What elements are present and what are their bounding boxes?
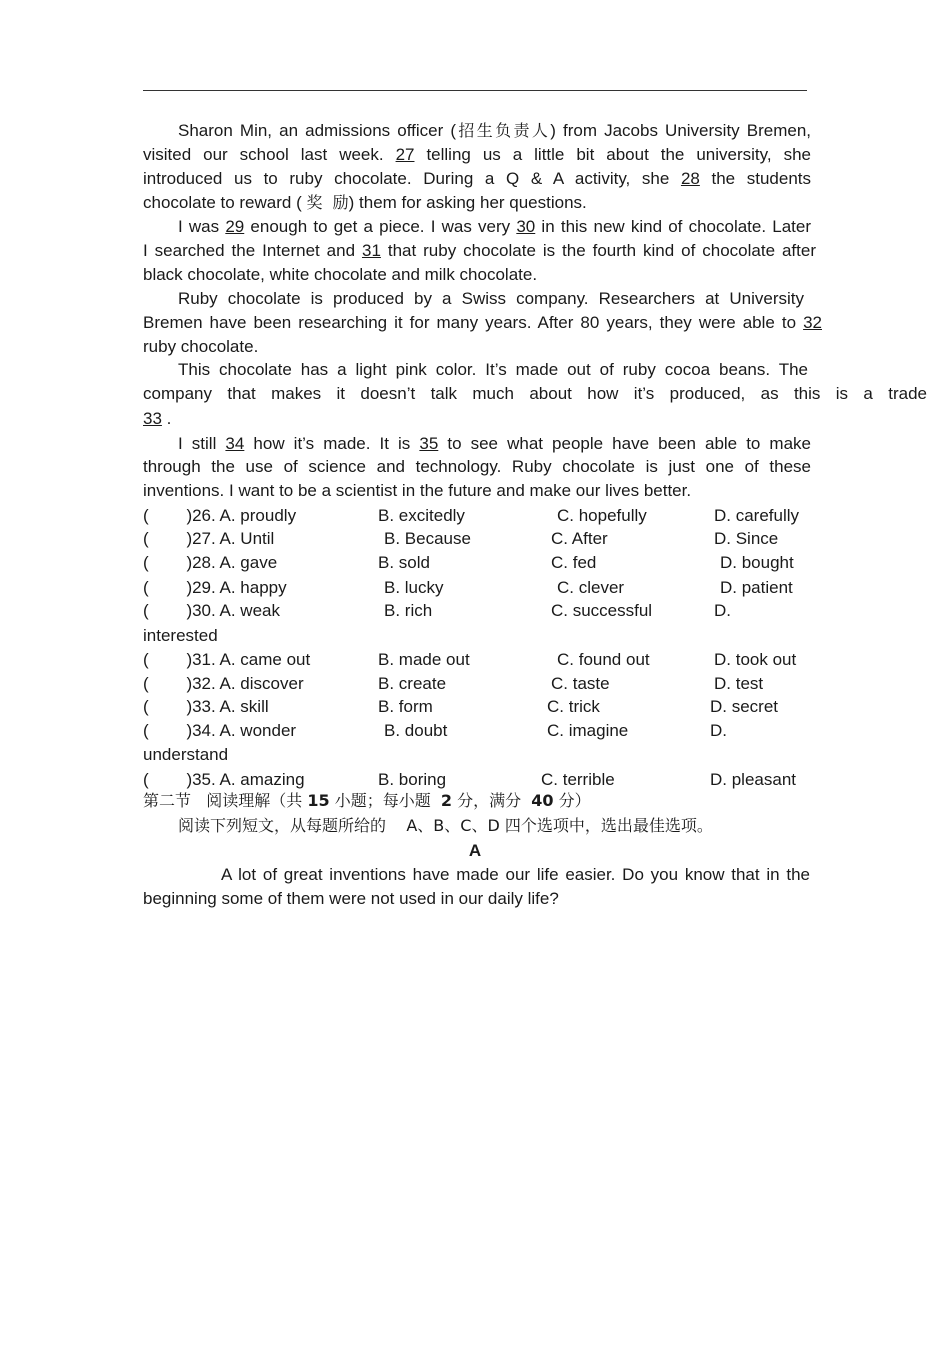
- reading-intro-line: beginning some of them were not used in our daily life?: [143, 889, 559, 908]
- option-b: B. lucky: [384, 578, 444, 597]
- option-d: D. took out: [714, 650, 797, 669]
- blank-29: 29: [225, 217, 245, 236]
- blank-35: 35: [419, 434, 439, 453]
- question-number-option-a: ( )31. A. came out: [143, 650, 311, 669]
- option-d: D. bought: [720, 553, 794, 572]
- blank-31: 31: [361, 241, 381, 260]
- passage-line: 33 .: [143, 409, 172, 428]
- option-b: B. excitedly: [378, 506, 465, 525]
- option-c: C. found out: [557, 650, 650, 669]
- passage-line: I was 29 enough to get a piece. I was very 30 in this new kind of chocolate. Later: [178, 217, 812, 236]
- section-instruction: 阅读下列短文，从每题所给的 A、B、C、D 四个选项中，选出最佳选项。: [178, 816, 713, 835]
- passage-line: black chocolate, white chocolate and milk chocolate.: [143, 265, 538, 284]
- option-b: B. Because: [384, 529, 471, 548]
- option-d: D. carefully: [714, 506, 800, 525]
- blank-34: 34: [225, 434, 245, 453]
- option-d: D. patient: [720, 578, 793, 597]
- passage-line: Bremen have been researching it for many years. After 80 years, they were able to 32: [143, 313, 822, 332]
- option-b: B. made out: [378, 650, 470, 669]
- option-c: C. successful: [551, 601, 653, 620]
- question-number-option-a: ( )34. A. wonder: [143, 721, 297, 740]
- option-b: B. sold: [378, 553, 430, 572]
- option-c: C. clever: [557, 578, 625, 597]
- option-d-text: interested: [143, 626, 218, 645]
- option-b: B. form: [378, 697, 433, 716]
- passage-line: This chocolate has a light pink color. It’s made out of ruby cocoa beans. The: [178, 360, 808, 379]
- question-number-option-a: ( )28. A. gave: [143, 553, 278, 572]
- option-b: B. create: [378, 674, 447, 693]
- option-d: D. Since: [714, 529, 779, 548]
- header-rule: [143, 90, 807, 91]
- passage-line: I still 34 how it’s made. It is 35 to see what people have been able to make: [178, 434, 812, 453]
- option-c: C. terrible: [541, 770, 615, 789]
- option-d: D. secret: [710, 697, 779, 716]
- question-number-option-a: ( )32. A. discover: [143, 674, 304, 693]
- passage-line: inventions. I want to be a scientist in the future and make our lives better.: [143, 481, 692, 500]
- option-c: C. After: [551, 529, 608, 548]
- option-d-text: understand: [143, 745, 229, 764]
- option-c: C. taste: [551, 674, 610, 693]
- passage-line: introduced us to ruby chocolate. During a Q & A activity, she 28 the students: [143, 169, 811, 188]
- passage-line: company that makes it doesn’t talk much about how it’s produced, as this is a trade: [143, 384, 927, 403]
- blank-28: 28: [680, 169, 700, 188]
- question-number-option-a: ( )29. A. happy: [143, 578, 287, 597]
- option-d: D.: [714, 601, 731, 620]
- blank-27: 27: [395, 145, 415, 164]
- option-b: B. boring: [378, 770, 447, 789]
- option-b: B. rich: [384, 601, 433, 620]
- blank-30: 30: [516, 217, 536, 236]
- option-c: C. hopefully: [557, 506, 647, 525]
- option-b: B. doubt: [384, 721, 448, 740]
- passage-line: Sharon Min, an admissions officer (招生负责人) from Jacobs University Bremen,: [178, 121, 812, 140]
- option-d: D.: [710, 721, 727, 740]
- option-d: D. test: [714, 674, 764, 693]
- passage-line: I searched the Internet and 31 that ruby chocolate is the fourth kind of chocolate after: [143, 241, 816, 260]
- option-c: C. fed: [551, 553, 597, 572]
- blank-32: 32: [803, 313, 822, 332]
- blank-33: 33: [143, 409, 162, 428]
- question-number-option-a: ( )27. A. Until: [143, 529, 275, 548]
- option-c: C. imagine: [547, 721, 629, 740]
- passage-line: Ruby chocolate is produced by a Swiss company. Researchers at University: [178, 289, 804, 308]
- question-number-option-a: ( )30. A. weak: [143, 601, 280, 620]
- passage-line: visited our school last week. 27 telling us a little bit about the university, she: [143, 145, 811, 164]
- passage-line: ruby chocolate.: [143, 337, 259, 356]
- question-number-option-a: ( )35. A. amazing: [143, 770, 305, 789]
- reading-intro-line: A lot of great inventions have made our life easier. Do you know that in the: [221, 865, 810, 884]
- passage-line: chocolate to reward ( 奖 励) them for asking her questions.: [143, 193, 587, 212]
- question-number-option-a: ( )33. A. skill: [143, 697, 269, 716]
- section-heading: 第二节 阅读理解（共 15 小题；每小题 2 分，满分 40 分）: [143, 791, 591, 810]
- option-c: C. trick: [547, 697, 600, 716]
- passage-line: through the use of science and technology. Ruby chocolate is just one of these: [143, 457, 811, 476]
- passage-label: A: [468, 841, 482, 860]
- option-d: D. pleasant: [710, 770, 796, 789]
- question-number-option-a: ( )26. A. proudly: [143, 506, 297, 525]
